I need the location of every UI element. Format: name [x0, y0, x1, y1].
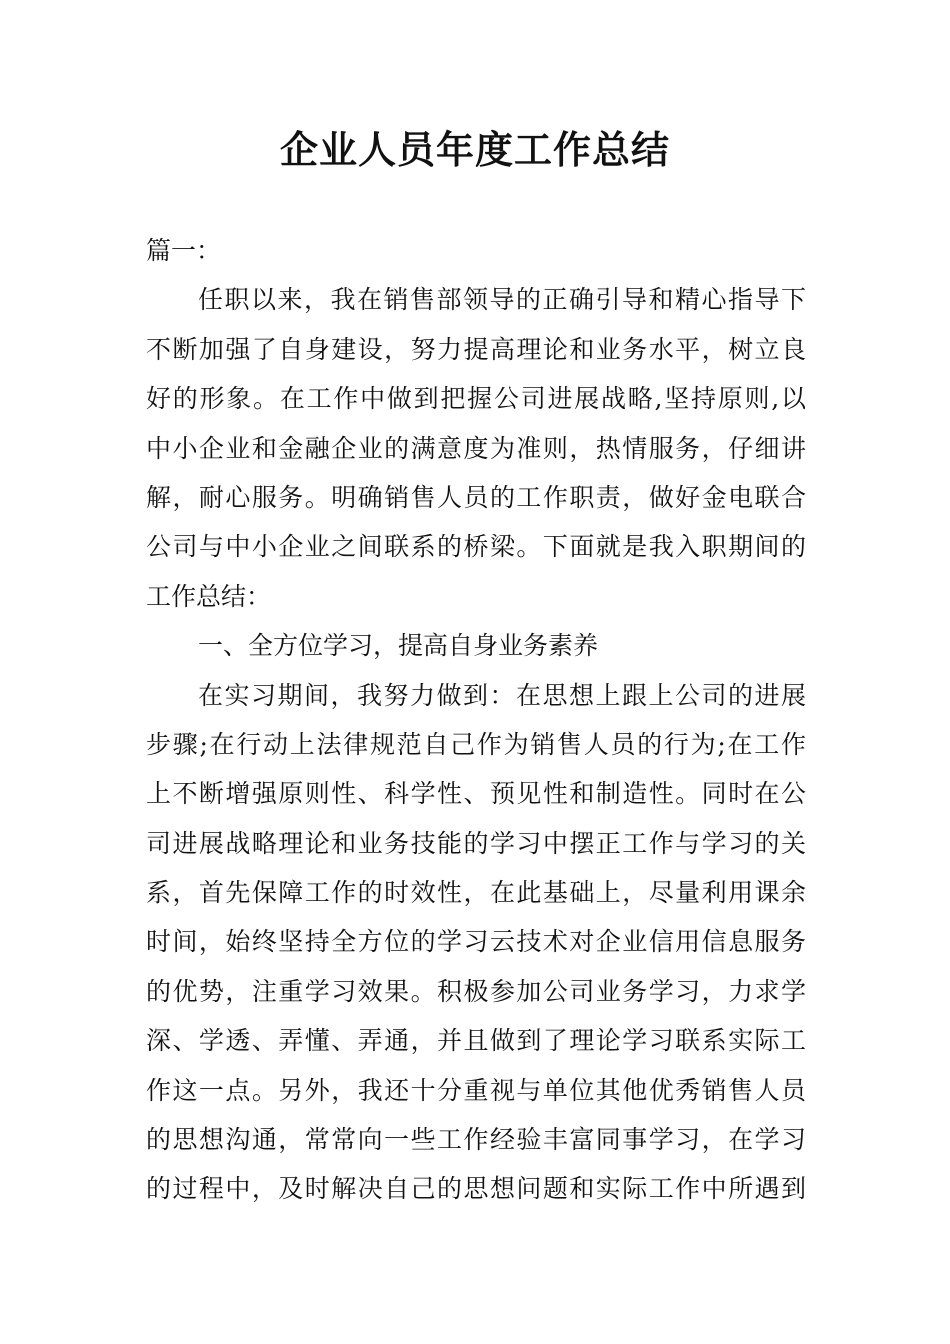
body-line: 不断加强了自身建设，努力提高理论和业务水平，树立良 [146, 334, 806, 364]
body-line: 步骤;在行动上法律规范自己作为销售人员的行为;在工作 [146, 729, 806, 759]
document-title: 企业人员年度工作总结 [279, 128, 670, 172]
body-line: 解，耐心服务。明确销售人员的工作职责，做好金电联合 [146, 482, 806, 512]
body-line: 任职以来，我在销售部领导的正确引导和精心指导下 [198, 285, 806, 315]
body-line: 的优势，注重学习效果。积极参加公司业务学习，力求学 [146, 976, 806, 1006]
body-line: 的思想沟通，常常向一些工作经验丰富同事学习，在学习 [146, 1125, 806, 1155]
body-line: 工作总结： [146, 581, 272, 611]
document-body [146, 226, 806, 1214]
body-line: 司进展战略理论和业务技能的学习中摆正工作与学习的关 [146, 828, 806, 858]
body-line: 系，首先保障工作的时效性，在此基础上，尽量利用课余 [146, 878, 806, 908]
body-line: 中小企业和金融企业的满意度为准则，热情服务，仔细讲 [146, 433, 806, 463]
body-line: 深、学透、弄懂、弄通，并且做到了理论学习联系实际工 [146, 1026, 806, 1056]
body-line: 好的形象。在工作中做到把握公司进展战略,坚持原则,以 [146, 384, 806, 414]
body-line: 时间，始终坚持全方位的学习云技术对企业信用信息服务 [146, 927, 806, 957]
body-line: 一、全方位学习，提高自身业务素养 [198, 631, 599, 661]
body-line: 在实习期间，我努力做到：在思想上跟上公司的进展 [198, 680, 806, 710]
body-line: 的过程中，及时解决自己的思想问题和实际工作中所遇到 [146, 1174, 806, 1204]
body-line: 公司与中小企业之间联系的桥梁。下面就是我入职期间的 [146, 532, 806, 562]
body-line: 上不断增强原则性、科学性、预见性和制造性。同时在公 [146, 779, 806, 809]
body-line: 作这一点。另外，我还十分重视与单位其他优秀销售人员 [146, 1075, 806, 1105]
body-line: 篇一： [146, 236, 222, 265]
